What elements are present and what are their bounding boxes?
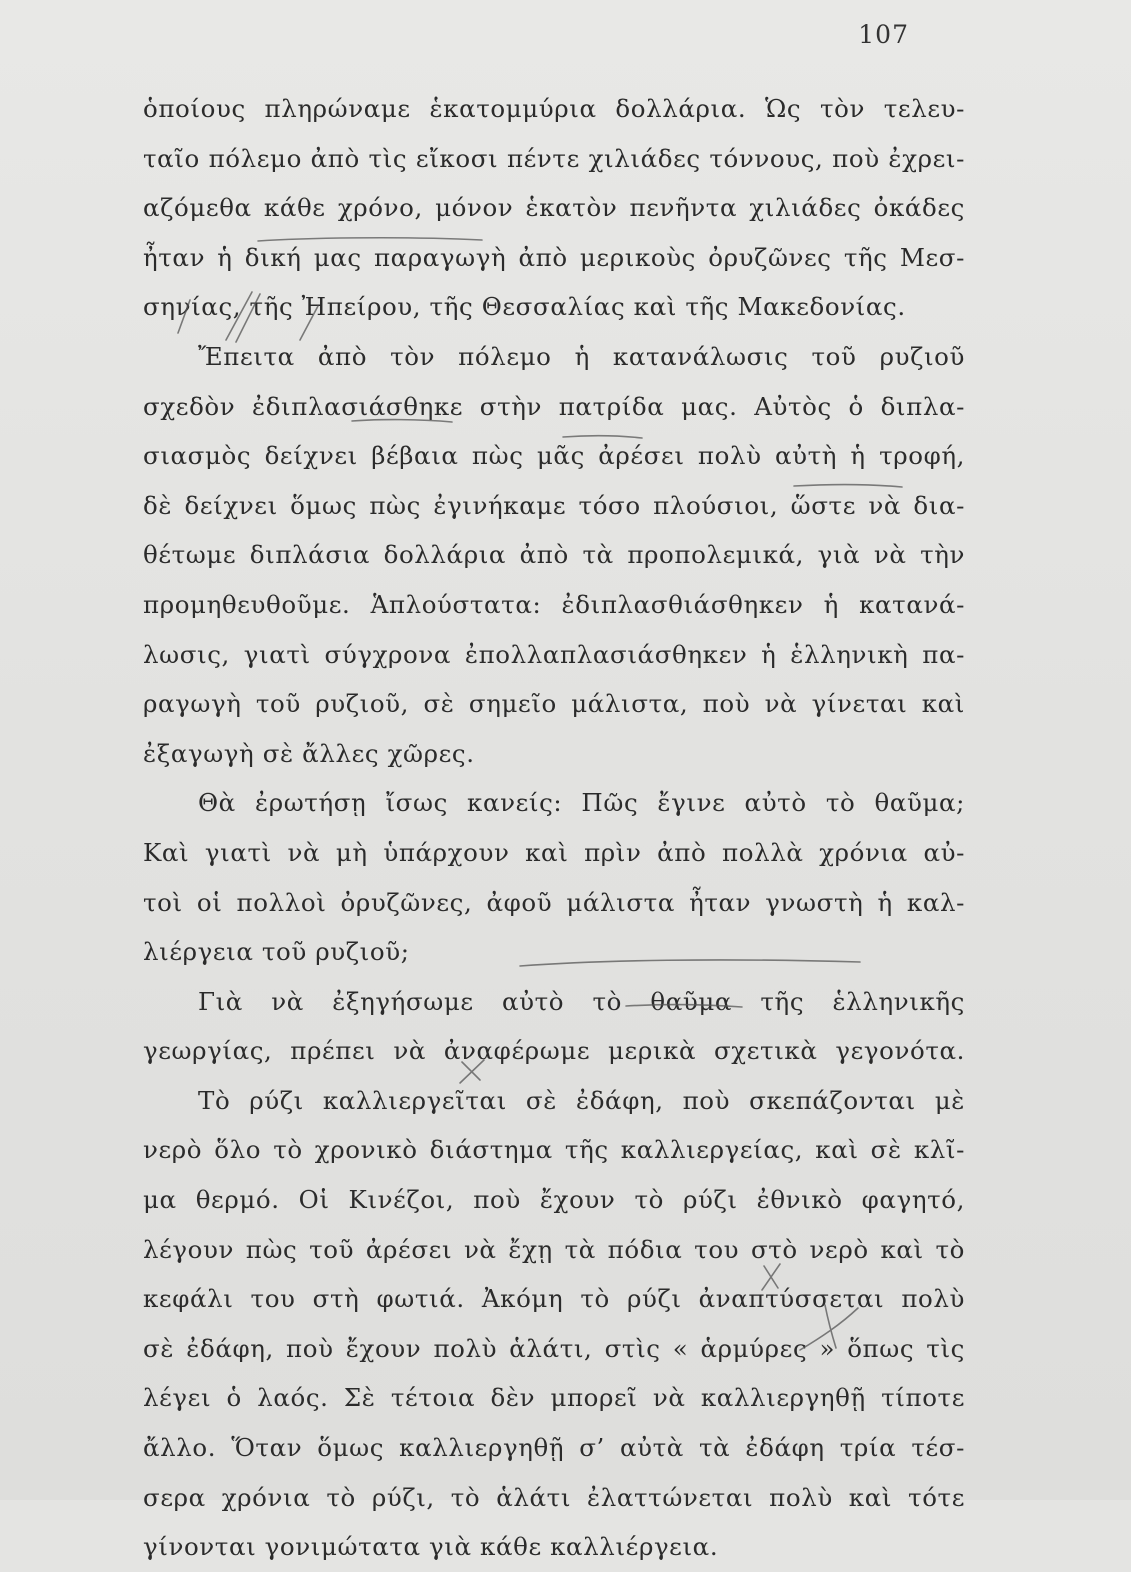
text-line: ὁποίους πληρώναμε ἑκατομμύρια δολλάρια. Ὡς τὸν τελευ- bbox=[143, 94, 965, 123]
text-line: προμηθευθοῦμε. Ἁπλούστατα: ἐδιπλασθιάσθηκεν ἡ κατανά- bbox=[143, 589, 965, 619]
text-line: ἦταν ἡ δική μας παραγωγὴ ἀπὸ μερικοὺς ὀρυζῶνες τῆς Μεσ- bbox=[143, 242, 965, 272]
text-line: λέγουν πὼς τοῦ ἀρέσει νὰ ἔχῃ τὰ πόδια του στὸ νερὸ καὶ τὸ bbox=[143, 1234, 965, 1264]
text-line: Τὸ ρύζι καλλιεργεῖται σὲ ἐδάφη, ποὺ σκεπάζονται μὲ bbox=[198, 1085, 965, 1115]
text-line: σιασμὸς δείχνει βέβαια πὼς μᾶς ἀρέσει πολὺ αὐτὴ ἡ τροφή, bbox=[143, 441, 965, 471]
text-line: λιέργεια τοῦ ρυζιοῦ; bbox=[143, 937, 410, 967]
text-line: ἐξαγωγὴ σὲ ἄλλες χῶρες. bbox=[143, 738, 475, 768]
text-line: Ἔπειτα ἀπὸ τὸν πόλεμο ἡ κατανάλωσις τοῦ ρυζιοῦ bbox=[198, 341, 965, 371]
text-line: νερὸ ὅλο τὸ χρονικὸ διάστημα τῆς καλλιεργείας, καὶ σὲ κλῖ- bbox=[143, 1135, 965, 1165]
text-line: γεωργίας, πρέπει νὰ ἀναφέρωμε μερικὰ σχετικὰ γεγονότα. bbox=[143, 1036, 965, 1066]
text-line: Θὰ ἐρωτήσῃ ἴσως κανείς: Πῶς ἔγινε αὐτὸ τὸ θαῦμα; bbox=[198, 788, 965, 818]
text-line: Γιὰ νὰ ἐξηγήσωμε αὐτὸ τὸ θαῦμα τῆς ἑλληνικῆς bbox=[198, 986, 965, 1016]
text-line: κεφάλι του στὴ φωτιά. Ἀκόμη τὸ ρύζι ἀναπτύσσεται πολὺ bbox=[143, 1284, 965, 1314]
text-line: αζόμεθα κάθε χρόνο, μόνον ἑκατὸν πενῆντα χιλιάδες ὀκάδες bbox=[143, 193, 965, 223]
text-line: δὲ δείχνει ὅμως πὼς ἐγινήκαμε τόσο πλούσιοι, ὥστε νὰ δια- bbox=[143, 490, 965, 520]
text-line: λωσις, γιατὶ σύγχρονα ἐπολλαπλασιάσθηκεν ἡ ἑλληνικὴ πα- bbox=[143, 639, 965, 669]
text-line: ἄλλο. Ὅταν ὅμως καλλιεργηθῇ σ’ αὐτὰ τὰ ἐδάφη τρία τέσ- bbox=[143, 1433, 965, 1463]
text-line: θέτωμε διπλάσια δολλάρια ἀπὸ τὰ προπολεμικά, γιὰ νὰ τὴν bbox=[143, 540, 965, 570]
text-line: μα θερμό. Οἱ Κινέζοι, ποὺ ἔχουν τὸ ρύζι ἐθνικὸ φαγητό, bbox=[143, 1185, 965, 1215]
text-line: Καὶ γιατὶ νὰ μὴ ὑπάρχουν καὶ πρὶν ἀπὸ πολλὰ χρόνια αὐ- bbox=[143, 837, 965, 867]
text-line: ραγωγὴ τοῦ ρυζιοῦ, σὲ σημεῖο μάλιστα, ποὺ νὰ γίνεται καὶ bbox=[143, 689, 965, 719]
text-line: λέγει ὁ λαός. Σὲ τέτοια δὲν μπορεῖ νὰ καλλιεργηθῇ τίποτε bbox=[143, 1383, 965, 1413]
text-line: τοὶ οἱ πολλοὶ ὀρυζῶνες, ἀφοῦ μάλιστα ἦταν γνωστὴ ἡ καλ- bbox=[143, 887, 965, 917]
text-line: σὲ ἐδάφη, ποὺ ἔχουν πολὺ ἁλάτι, στὶς « ἁρμύρες » ὅπως τὶς bbox=[143, 1333, 965, 1363]
body-text bbox=[143, 84, 965, 1572]
page-number: 107 bbox=[858, 20, 909, 49]
text-line: σχεδὸν ἐδιπλασιάσθηκε στὴν πατρίδα μας. Αὐτὸς ὁ διπλα- bbox=[143, 391, 965, 421]
text-line: σερα χρόνια τὸ ρύζι, τὸ ἁλάτι ἐλαττώνεται πολὺ καὶ τότε bbox=[143, 1482, 965, 1512]
text-line: γίνονται γονιμώτατα γιὰ κάθε καλλιέργεια. bbox=[143, 1532, 719, 1562]
text-line: σηνίας, τῆς Ἠπείρου, τῆς Θεσσαλίας καὶ τῆς Μακεδονίας. bbox=[143, 292, 906, 322]
text-line: ταῖο πόλεμο ἀπὸ τὶς εἴκοσι πέντε χιλιάδες τόννους, ποὺ ἐχρει- bbox=[143, 143, 965, 173]
